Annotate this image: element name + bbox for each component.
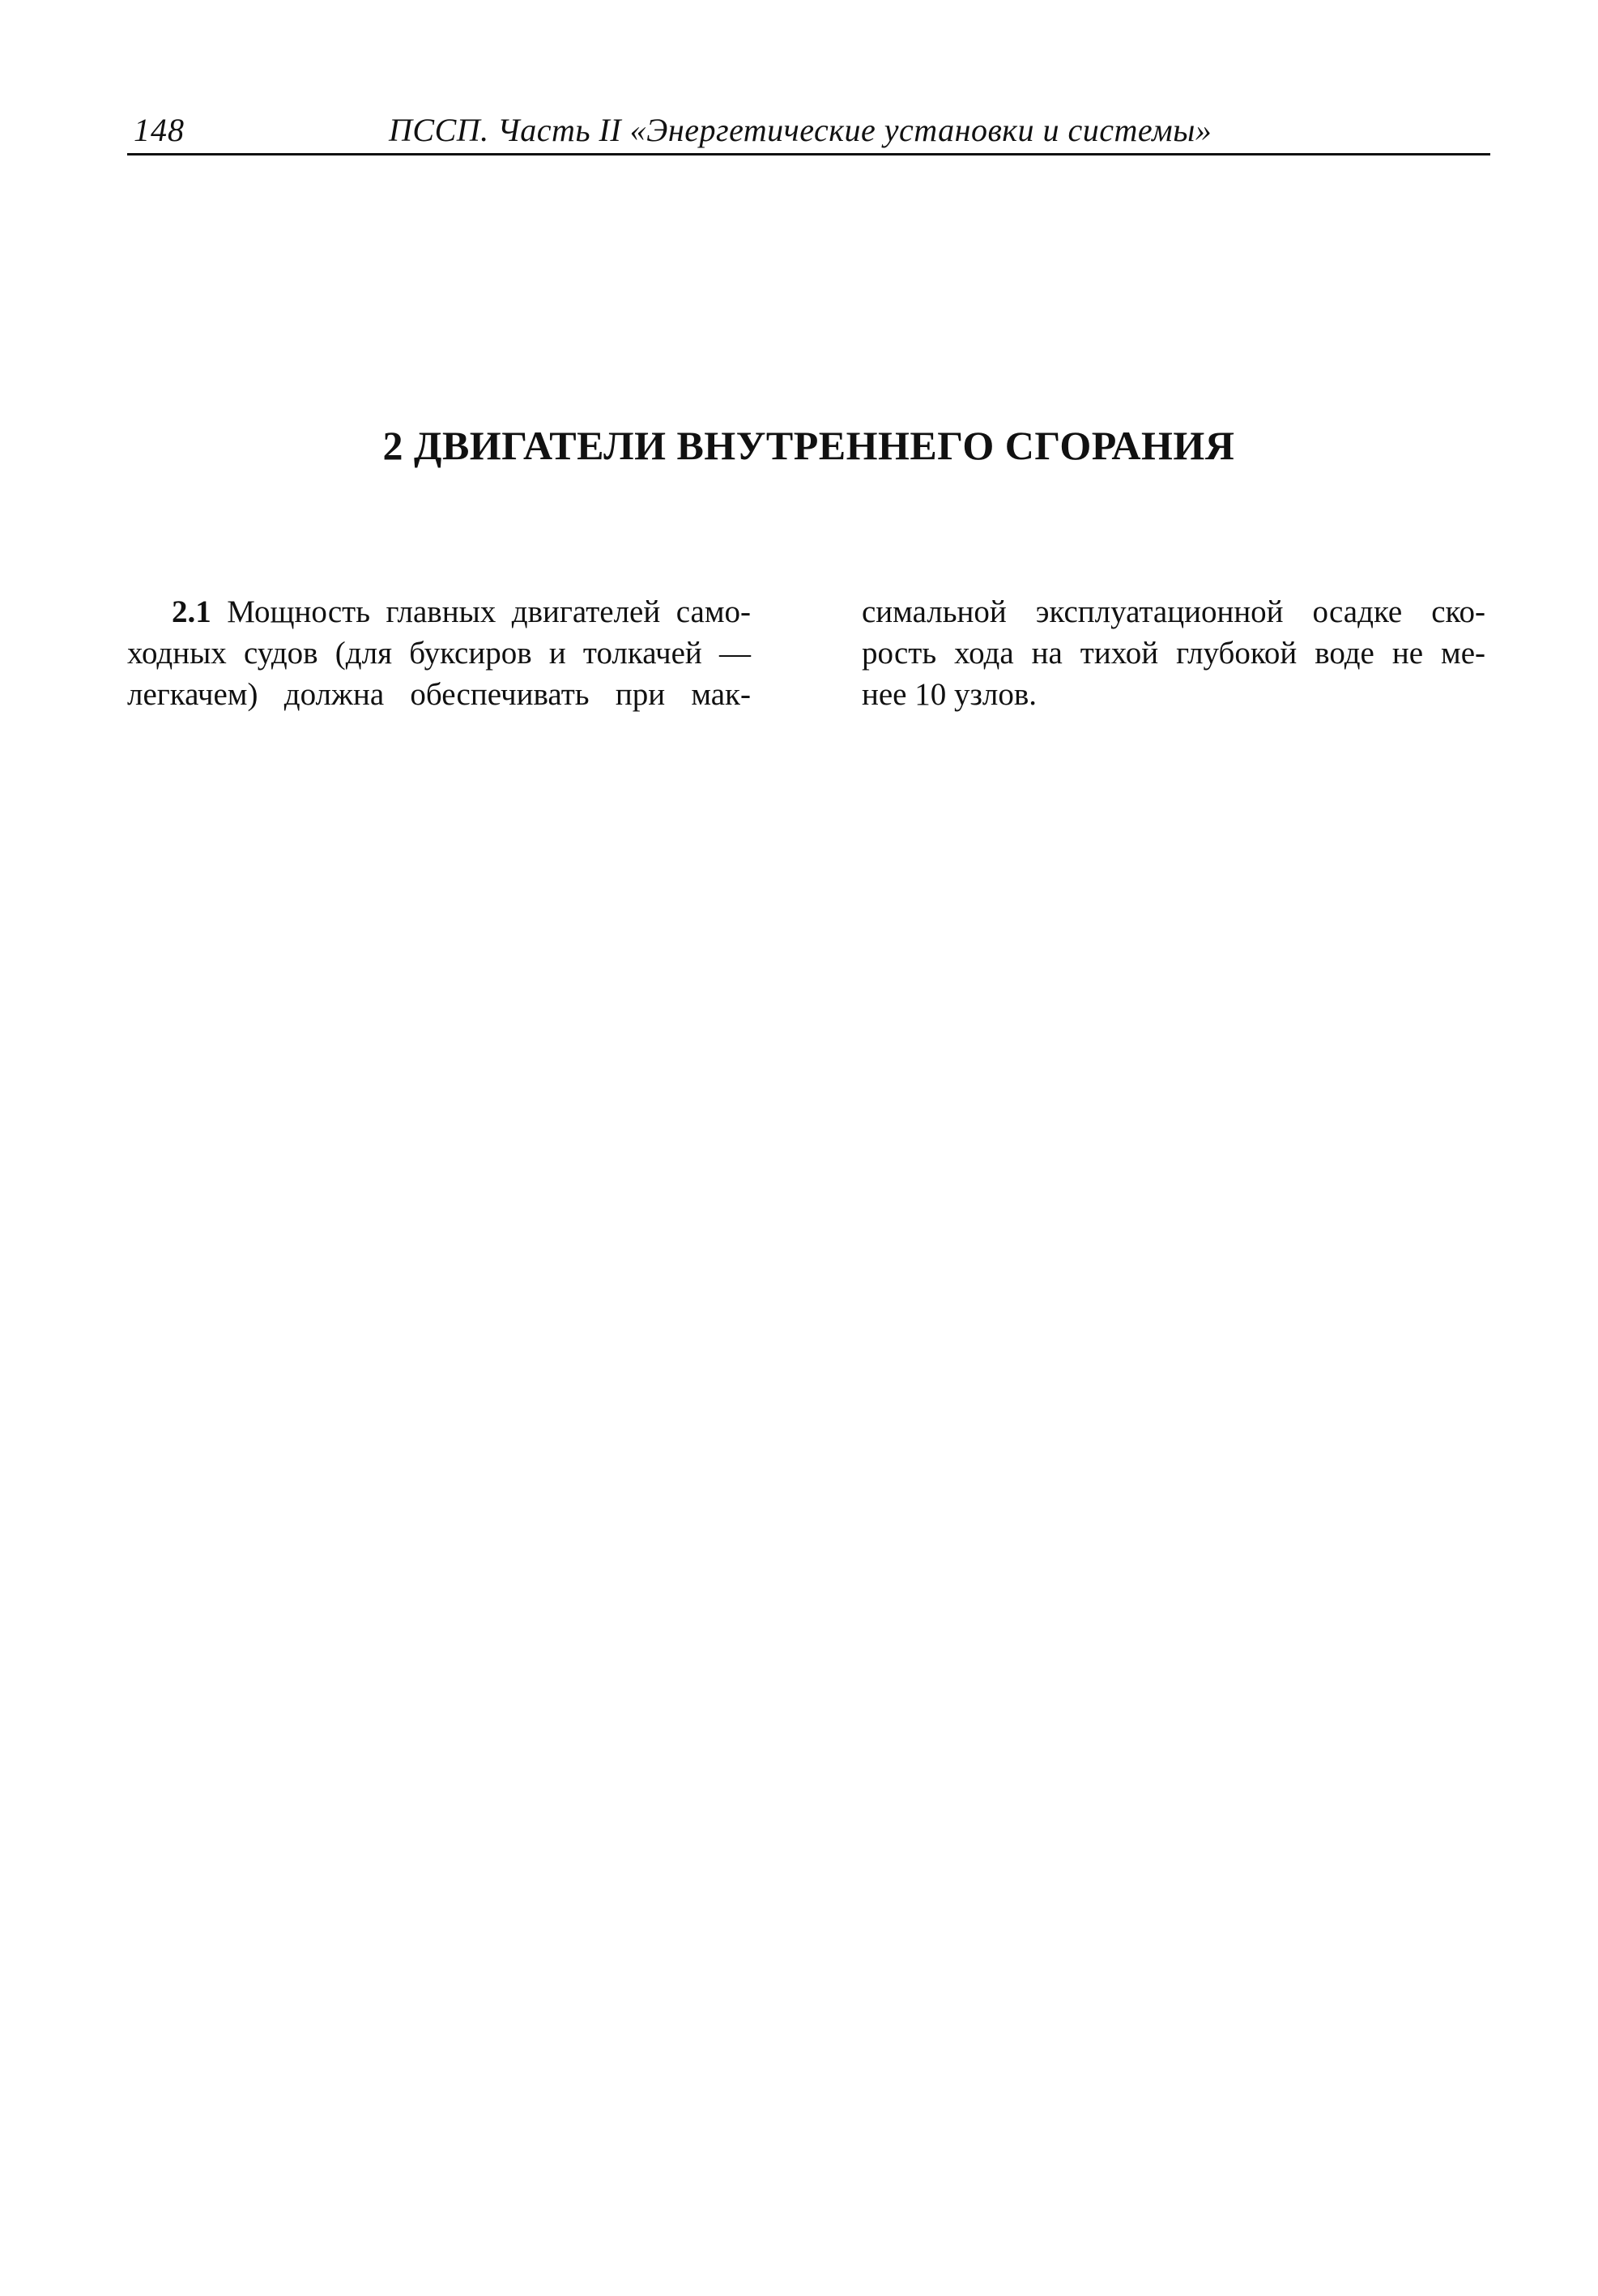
paragraph-line: рость хода на тихой глубокой воде не ме-	[862, 636, 1485, 671]
running-title: ПССП. Часть II «Энергетические установки и системы»	[389, 112, 1212, 148]
paragraph-line: легкачем) должна обеспечивать при мак-	[127, 677, 751, 712]
paragraph-line-text: Мощность главных двигателей само-	[227, 594, 751, 629]
text-column-right	[862, 591, 1485, 715]
text-column-left	[127, 591, 751, 715]
clause-number: 2.1	[172, 594, 211, 629]
page-number: 148	[134, 112, 185, 148]
header-rule	[127, 153, 1490, 155]
paragraph-line: нее 10 узлов.	[862, 677, 1038, 712]
paragraph-line: симальной эксплуатационной осадке ско-	[862, 594, 1485, 629]
running-header	[127, 109, 1490, 151]
paragraph-line: ходных судов (для буксиров и толкачей —	[127, 636, 751, 671]
paragraph-line	[127, 591, 751, 633]
chapter-title: 2 ДВИГАТЕЛИ ВНУТРЕННЕГО СГОРАНИЯ	[382, 423, 1235, 468]
